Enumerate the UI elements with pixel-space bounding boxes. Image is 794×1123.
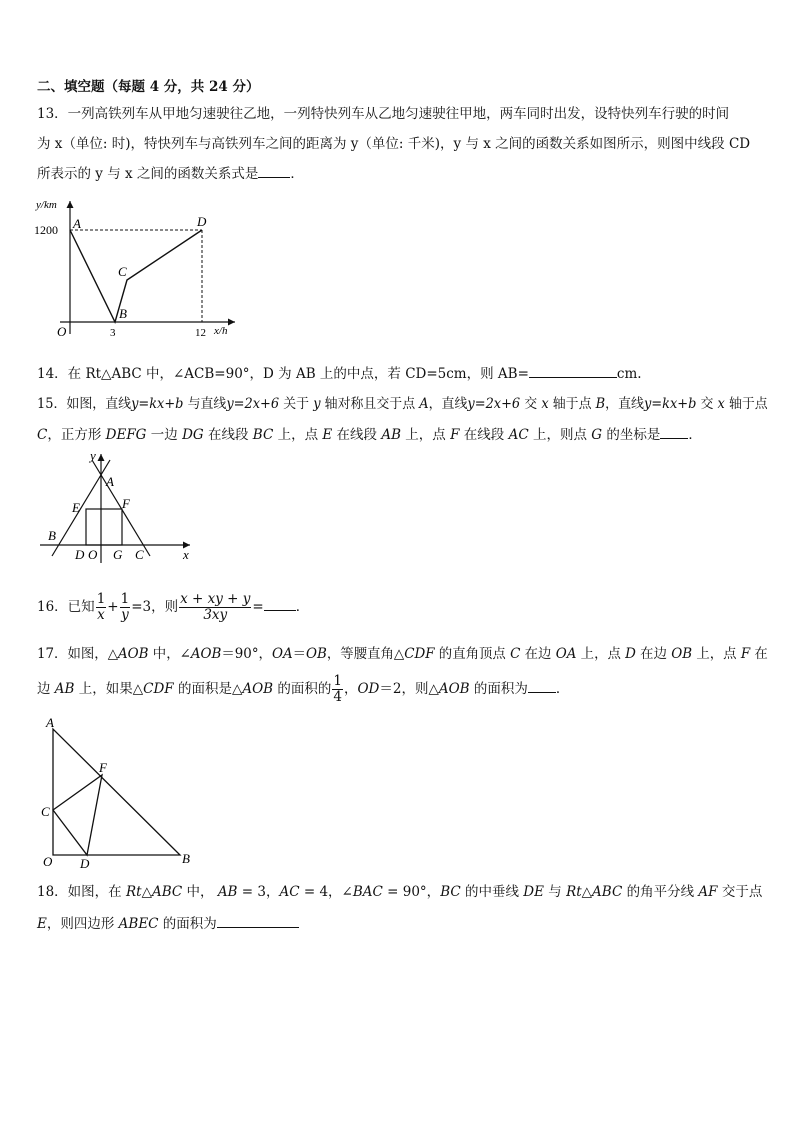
q16-answer-blank[interactable] bbox=[264, 598, 296, 611]
q13-answer-blank[interactable] bbox=[258, 165, 290, 178]
q13-line3 bbox=[37, 164, 304, 184]
q15-label-e: E bbox=[72, 500, 80, 515]
q13-y-tick: 1200 bbox=[34, 223, 58, 237]
q15-math: y=2x+6 bbox=[467, 396, 521, 412]
q15-answer-blank[interactable] bbox=[660, 426, 688, 439]
q15-math: y=2x+6 bbox=[226, 396, 280, 412]
q16-frac-num: 1 bbox=[96, 591, 106, 607]
q15-label-d: D bbox=[75, 547, 85, 562]
section-title: 二、填空题（每题 4 分，共 24 分） bbox=[37, 79, 260, 95]
q18-math: DE bbox=[523, 884, 544, 900]
q15-text: 在线段 bbox=[203, 427, 253, 443]
q17-math: OA bbox=[555, 646, 577, 662]
q17-text: 的面积为 bbox=[469, 681, 528, 697]
q16-line bbox=[37, 588, 309, 626]
q17-frac-num: 1 bbox=[333, 673, 342, 689]
q15-math: x bbox=[541, 396, 549, 412]
q18-math: ABEC bbox=[118, 916, 159, 932]
q16-fraction-expression bbox=[179, 592, 251, 623]
q13-point-d: D bbox=[197, 214, 207, 229]
q13-point-c: C bbox=[118, 264, 127, 279]
q17-math: △AOB bbox=[428, 681, 470, 697]
q17-text: 上，点 bbox=[576, 646, 626, 662]
q17-text: ＝ bbox=[292, 646, 307, 662]
q15-text: 一边 bbox=[146, 427, 183, 443]
q17-line2 bbox=[37, 670, 569, 708]
q17-answer-blank[interactable] bbox=[528, 680, 556, 693]
q15-text: 在线段 bbox=[332, 427, 382, 443]
q15-text: 轴于点 bbox=[548, 396, 596, 412]
q16-text: ． bbox=[295, 599, 310, 615]
q17-frac-den: 4 bbox=[333, 689, 342, 705]
q18-text: ，则四边形 bbox=[46, 916, 119, 932]
q15-math: DG bbox=[182, 427, 204, 443]
q15-text: 上，点 bbox=[273, 427, 323, 443]
q17-math: △AOB bbox=[231, 681, 274, 697]
q17-text: ， bbox=[343, 681, 358, 697]
q16-fraction-1-over-y bbox=[120, 592, 131, 623]
q15-math: y bbox=[313, 396, 321, 412]
q14-text: 14．在 Rt△ABC 中，∠ACB=90°，D 为 AB 上的中点，若 CD=5cm，则 AB= bbox=[37, 366, 529, 382]
q16-frac-den: 3xy bbox=[203, 607, 228, 623]
q17-triangle-figure bbox=[35, 715, 205, 870]
q15-text: 上，则点 bbox=[528, 427, 592, 443]
q15-math: A bbox=[419, 396, 429, 412]
q15-text: 交 bbox=[520, 396, 542, 412]
q17-text: 边 bbox=[37, 681, 55, 697]
q17-math: △AOB bbox=[107, 646, 149, 662]
q18-math: ∠BAC bbox=[341, 884, 383, 900]
q13-line3-text: 所表示的 y 与 x 之间的函数关系式是 bbox=[37, 166, 259, 182]
q15-text: ，直线 bbox=[428, 396, 468, 412]
q18-line2 bbox=[37, 914, 299, 934]
q17-math: OB bbox=[306, 646, 327, 662]
q17-text: 在边 bbox=[520, 646, 556, 662]
q13-x-tick-12: 12 bbox=[195, 327, 206, 339]
q17-text: ＝90°， bbox=[221, 646, 272, 662]
q18-math: Rt△ABC bbox=[566, 884, 623, 900]
q16-frac-num: 1 bbox=[120, 591, 130, 607]
q15-math: x bbox=[717, 396, 725, 412]
q18-text: = 3， bbox=[237, 884, 280, 900]
q15-text: 轴对称且交于点 bbox=[320, 396, 420, 412]
q18-text: 的面积为 bbox=[158, 916, 217, 932]
q15-text: 轴于点 bbox=[724, 396, 768, 412]
q17-math: OD bbox=[357, 681, 380, 697]
q13-line2: 为 x（单位: 时)，特快列车与高铁列车之间的距离为 y（单位: 千米)，y 与 x 之间的函数关系如图所示，则图中线段 CD bbox=[37, 136, 751, 152]
q15-math: B bbox=[595, 396, 606, 412]
q17-text: 17．如图， bbox=[37, 646, 108, 662]
q13-origin: O bbox=[57, 324, 67, 339]
q17-math: OB bbox=[671, 646, 693, 662]
q13-point-b: B bbox=[119, 306, 127, 321]
q17-fraction-quarter bbox=[332, 674, 343, 705]
q15-text: 上，点 bbox=[401, 427, 451, 443]
q15-square-figure bbox=[40, 448, 210, 568]
q15-label-f: F bbox=[122, 496, 130, 511]
q17-math: OA bbox=[271, 646, 293, 662]
q17-math: F bbox=[740, 646, 751, 662]
q13-line1: 13．一列高铁列车从甲地匀速驶往乙地，一列特快列车从乙地匀速驶往甲地，两车同时出发，设特快列车行驶的时间 bbox=[37, 106, 730, 122]
q16-frac-den: y bbox=[121, 607, 129, 623]
q18-text: 中， bbox=[182, 884, 218, 900]
q16-frac-den: x bbox=[97, 607, 105, 623]
q15-line2 bbox=[37, 425, 702, 445]
q17-text: 的面积的 bbox=[273, 681, 332, 697]
q13-point-a: A bbox=[73, 216, 81, 231]
q17-math: △CDF bbox=[132, 681, 174, 697]
q17-label-o: O bbox=[43, 854, 53, 869]
q15-label-a: A bbox=[106, 474, 114, 489]
q18-text: 与 bbox=[543, 884, 567, 900]
q18-math: Rt△ABC bbox=[125, 884, 183, 900]
q16-text: =3，则 bbox=[131, 599, 179, 615]
q17-label-b: B bbox=[182, 851, 190, 866]
q15-math: E bbox=[322, 427, 333, 443]
q17-text: ，等腰直角 bbox=[326, 646, 394, 662]
q15-text: ，正方形 bbox=[47, 427, 106, 443]
q17-text: 中， bbox=[148, 646, 180, 662]
q18-math: AC bbox=[279, 884, 300, 900]
q16-text: = bbox=[252, 599, 264, 615]
q16-frac-num: x + xy + y bbox=[180, 591, 251, 607]
q14-answer-blank[interactable] bbox=[529, 365, 617, 378]
q18-line1 bbox=[37, 882, 762, 902]
q16-plus: + bbox=[107, 599, 119, 615]
q15-text: 的坐标是 bbox=[602, 427, 661, 443]
q18-text: 18．如图，在 bbox=[37, 884, 126, 900]
q18-text: 的角平分线 bbox=[622, 884, 699, 900]
q17-text: 上，如果 bbox=[74, 681, 133, 697]
q17-triangle-cdf bbox=[53, 775, 102, 855]
q18-text: = 90°， bbox=[382, 884, 441, 900]
q15-math: y=kx+b bbox=[131, 396, 184, 412]
q17-text: 在 bbox=[750, 646, 768, 662]
q15-text: 15．如图，直线 bbox=[37, 396, 132, 412]
q16-fraction-1-over-x bbox=[96, 592, 107, 623]
q18-math: BC bbox=[440, 884, 461, 900]
q14-unit: cm. bbox=[616, 366, 642, 382]
q15-label-x: x bbox=[183, 547, 189, 562]
q17-line1 bbox=[37, 644, 768, 664]
q17-math: D bbox=[625, 646, 636, 662]
q17-math: AB bbox=[54, 681, 75, 697]
q17-text: 的直角顶点 bbox=[434, 646, 511, 662]
q15-math: G bbox=[591, 427, 603, 443]
q13-distance-time-graph bbox=[30, 196, 250, 346]
q15-text: ，直线 bbox=[605, 396, 644, 412]
q17-text: 的面积是 bbox=[173, 681, 232, 697]
q15-label-c: C bbox=[135, 547, 144, 562]
q13-y-label: y/km bbox=[36, 199, 57, 211]
q16-text: 16．已知 bbox=[37, 599, 95, 615]
q13-line3-end: ． bbox=[290, 166, 304, 182]
q15-text: 在线段 bbox=[459, 427, 509, 443]
q15-math: F bbox=[450, 427, 460, 443]
q18-math: E bbox=[37, 916, 47, 932]
q15-math: AC bbox=[508, 427, 529, 443]
q17-text: ． bbox=[555, 681, 570, 697]
q17-label-c: C bbox=[41, 804, 50, 819]
q15-text: ． bbox=[688, 427, 702, 443]
q15-label-b: B bbox=[48, 528, 56, 543]
q17-math: △CDF bbox=[393, 646, 435, 662]
q15-label-g: G bbox=[113, 547, 123, 562]
q17-text: 在边 bbox=[635, 646, 672, 662]
q13-x-label: x/h bbox=[214, 325, 228, 337]
q17-text: 上，点 bbox=[692, 646, 741, 662]
q17-label-d: D bbox=[80, 856, 90, 870]
q15-square-defg bbox=[86, 509, 122, 545]
q17-text: ＝2，则 bbox=[379, 681, 429, 697]
q14-line bbox=[37, 364, 642, 384]
q15-text: 关于 bbox=[279, 396, 314, 412]
q15-math: AB bbox=[381, 427, 402, 443]
q15-math: C bbox=[37, 427, 48, 443]
q15-math: DEFG bbox=[105, 427, 147, 443]
q15-text: 与直线 bbox=[183, 396, 227, 412]
q15-label-o: O bbox=[88, 547, 98, 562]
q18-text: = 4， bbox=[299, 884, 342, 900]
q18-text: 的中垂线 bbox=[460, 884, 524, 900]
q17-math: C bbox=[510, 646, 521, 662]
q18-math: AB bbox=[217, 884, 238, 900]
q18-answer-blank[interactable] bbox=[217, 915, 299, 928]
q15-math: y=kx+b bbox=[643, 396, 697, 412]
q17-math: ∠AOB bbox=[179, 646, 222, 662]
q18-math: AF bbox=[698, 884, 718, 900]
q17-label-a: A bbox=[46, 715, 54, 730]
q15-label-y: y bbox=[90, 448, 96, 463]
q13-x-tick-3: 3 bbox=[110, 327, 116, 339]
q17-label-f: F bbox=[99, 760, 107, 775]
q13-graph-polyline bbox=[70, 230, 202, 322]
q15-math: BC bbox=[252, 427, 274, 443]
q15-line1 bbox=[37, 394, 768, 414]
q18-text: 交于点 bbox=[717, 884, 763, 900]
q15-text: 交 bbox=[696, 396, 718, 412]
